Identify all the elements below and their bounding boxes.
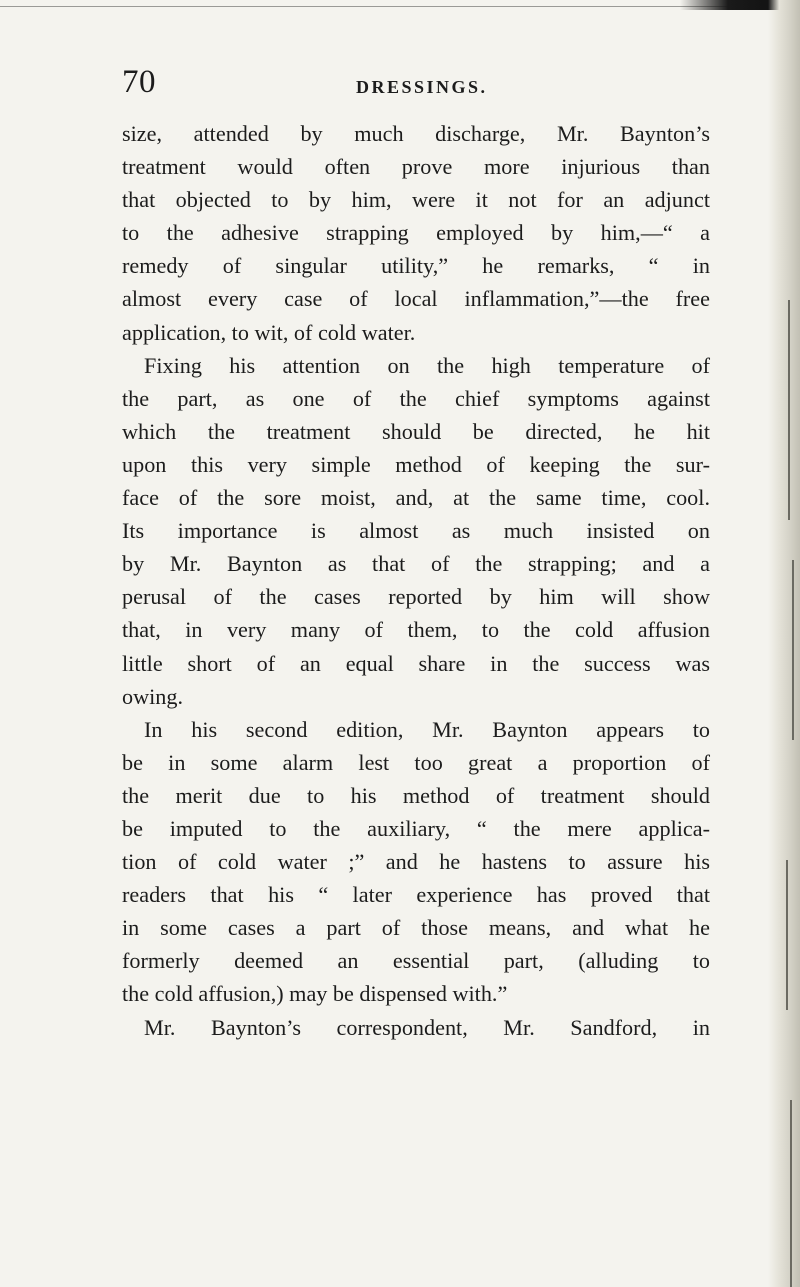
text-line: in some cases a part of those means, and what he <box>122 915 710 941</box>
text-line: almost every case of local inflammation,”—the free <box>122 286 710 312</box>
text-line: perusal of the cases reported by him will show <box>122 584 710 610</box>
text-line: application, to wit, of cold water. <box>122 319 416 345</box>
text-line: face of the sore moist, and, at the same time, cool. <box>122 485 710 511</box>
running-title: DRESSINGS. <box>356 77 488 97</box>
text-line: by Mr. Baynton as that of the strapping; and a <box>122 551 710 577</box>
text-line: little short of an equal share in the success was <box>122 650 710 676</box>
text-line: upon this very simple method of keeping the sur- <box>122 451 710 477</box>
text-line: Fixing his attention on the high temperature of <box>144 352 710 378</box>
text-line: tion of cold water ;” and he hastens to assure his <box>122 849 710 875</box>
text-line: the part, as one of the chief symptoms against <box>122 385 710 411</box>
text-line: Its importance is almost as much insisted on <box>122 518 710 544</box>
text-line: be in some alarm lest too great a proportion of <box>122 749 710 775</box>
text-line: be imputed to the auxiliary, “ the mere applica- <box>122 815 710 841</box>
page-edge-mark <box>792 560 794 740</box>
text-line: treatment would often prove more injurious than <box>122 154 710 180</box>
page-edge-mark <box>786 860 788 1010</box>
text-line: that objected to by him, were it not for an adjunct <box>122 187 710 213</box>
text-line: the cold affusion,) may be dispensed with.” <box>122 981 508 1007</box>
body-text <box>122 117 710 1044</box>
text-line: readers that his “ later experience has proved that <box>122 882 710 908</box>
text-line: to the adhesive strapping employed by him,—“ a <box>122 220 710 246</box>
page-edge-mark <box>790 1100 792 1287</box>
text-line: Mr. Baynton’s correspondent, Mr. Sandford, in <box>144 1014 710 1040</box>
text-line: the merit due to his method of treatment should <box>122 782 710 808</box>
text-line: that, in very many of them, to the cold affusion <box>122 617 710 643</box>
text-line: formerly deemed an essential part, (alluding to <box>122 948 710 974</box>
text-line: owing. <box>122 683 184 709</box>
page-number: 70 <box>122 64 156 100</box>
text-line: size, attended by much discharge, Mr. Baynton’s <box>122 121 710 146</box>
page-edge-mark <box>788 300 790 520</box>
text-line: remedy of singular utility,” he remarks, “ in <box>122 253 710 279</box>
text-line: In his second edition, Mr. Baynton appears to <box>144 716 710 742</box>
page-edge-shadow <box>768 0 800 1287</box>
text-line: which the treatment should be directed, he hit <box>122 418 710 444</box>
